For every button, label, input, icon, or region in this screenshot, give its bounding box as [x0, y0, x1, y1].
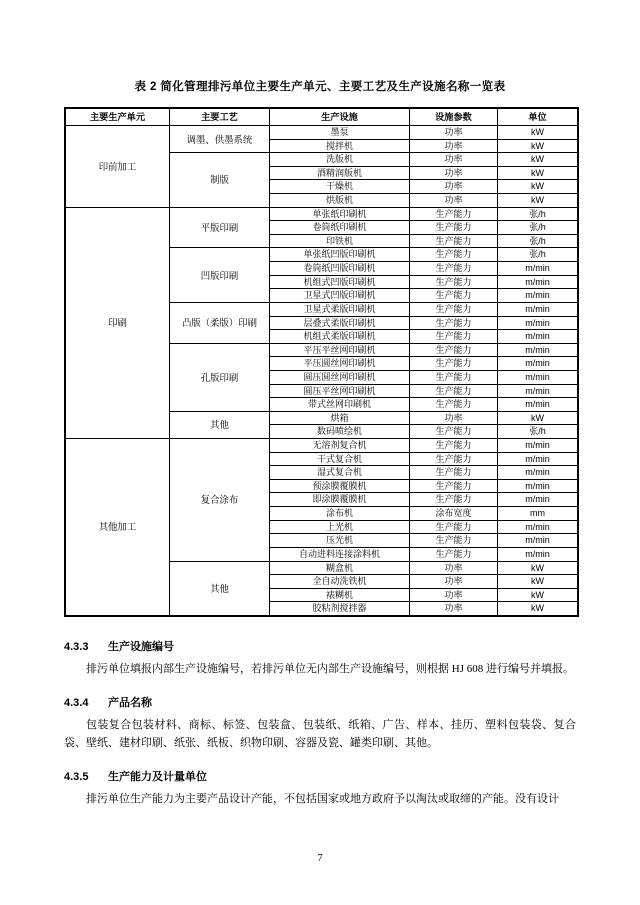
cell-facility: 平压圆丝网印刷机	[270, 357, 410, 371]
cell-parameter: 功率	[410, 153, 498, 167]
cell-parameter: 功率	[410, 411, 498, 425]
cell-facility: 圆压圆丝网印刷机	[270, 370, 410, 384]
cell-parameter: 生产能力	[410, 534, 498, 548]
production-facility-table	[65, 108, 578, 616]
cell-unit: m/min	[498, 316, 578, 330]
cell-parameter: 功率	[410, 575, 498, 589]
cell-facility: 压光机	[270, 534, 410, 548]
cell-facility: 糊盒机	[270, 561, 410, 575]
col-header-param: 设施参数	[410, 109, 498, 126]
cell-unit: kW	[498, 588, 578, 602]
cell-facility: 无溶剂复合机	[270, 439, 410, 453]
cell-unit: mm	[498, 507, 578, 521]
cell-unit: m/min	[498, 275, 578, 289]
cell-unit: m/min	[498, 357, 578, 371]
cell-parameter: 生产能力	[410, 425, 498, 439]
cell-facility: 干燥机	[270, 180, 410, 194]
cell-parameter: 生产能力	[410, 520, 498, 534]
cell-unit: 张/h	[498, 221, 578, 235]
cell-parameter: 功率	[410, 126, 498, 140]
cell-unit: m/min	[498, 384, 578, 398]
col-header-unit: 主要生产单元	[66, 109, 170, 126]
section-number: 4.3.4	[64, 697, 89, 710]
cell-process: 其他	[170, 411, 270, 438]
section-heading	[64, 694, 576, 710]
cell-unit: kW	[498, 561, 578, 575]
section-body: 包装复合包装材料、商标、标签、包装盒、包装纸、纸箱、广告、样本、挂历、塑料包装袋、复合袋、壁纸、建材印刷、纸张、纸板、织物印刷、容器及瓷、罐类印刷、其他。	[64, 719, 576, 750]
cell-parameter: 生产能力	[410, 221, 498, 235]
cell-unit: 张/h	[498, 207, 578, 221]
cell-unit: m/min	[498, 439, 578, 453]
cell-production-unit: 印刷	[66, 207, 170, 438]
cell-facility: 卷筒纸印刷机	[270, 221, 410, 235]
cell-facility: 涂布机	[270, 507, 410, 521]
cell-facility: 机组式凹版印刷机	[270, 275, 410, 289]
cell-parameter: 功率	[410, 602, 498, 616]
cell-facility: 酒精润版机	[270, 166, 410, 180]
cell-facility: 带式丝网印刷机	[270, 398, 410, 412]
cell-parameter: 生产能力	[410, 357, 498, 371]
cell-process: 调墨、供墨系统	[170, 126, 270, 153]
cell-unit: m/min	[498, 493, 578, 507]
cell-unit: m/min	[498, 547, 578, 561]
cell-unit: kW	[498, 411, 578, 425]
cell-unit: 张/h	[498, 248, 578, 262]
section-body: 排污单位生产能力为主要产品设计产能，不包括国家或地方政府予以淘汰或取缔的产能。没有设计	[86, 793, 559, 806]
section-heading	[64, 768, 576, 784]
cell-unit: kW	[498, 180, 578, 194]
cell-facility: 层叠式柔版印刷机	[270, 316, 410, 330]
cell-process: 凸版（柔版）印刷	[170, 302, 270, 343]
section-number: 4.3.5	[64, 771, 89, 784]
section-heading	[64, 638, 576, 654]
cell-parameter: 生产能力	[410, 547, 498, 561]
section-title: 生产能力及计量单位	[108, 771, 207, 784]
cell-parameter: 生产能力	[410, 479, 498, 493]
cell-unit: m/min	[498, 343, 578, 357]
cell-unit: m/min	[498, 452, 578, 466]
cell-parameter: 生产能力	[410, 493, 498, 507]
cell-parameter: 生产能力	[410, 302, 498, 316]
cell-parameter: 生产能力	[410, 316, 498, 330]
cell-unit: m/min	[498, 479, 578, 493]
cell-facility: 机组式柔版印刷机	[270, 330, 410, 344]
cell-parameter: 生产能力	[410, 330, 498, 344]
col-header-unit-measure: 单位	[498, 109, 578, 126]
cell-unit: m/min	[498, 262, 578, 276]
cell-unit: m/min	[498, 302, 578, 316]
cell-facility: 自动进料连接涂料机	[270, 547, 410, 561]
cell-unit: m/min	[498, 520, 578, 534]
cell-parameter: 功率	[410, 194, 498, 208]
cell-parameter: 生产能力	[410, 452, 498, 466]
cell-parameter: 生产能力	[410, 262, 498, 276]
cell-unit: m/min	[498, 466, 578, 480]
cell-unit: kW	[498, 575, 578, 589]
cell-process: 孔版印刷	[170, 343, 270, 411]
cell-parameter: 生产能力	[410, 439, 498, 453]
table-header-row	[66, 109, 578, 126]
cell-facility: 印铁机	[270, 234, 410, 248]
cell-facility: 搅拌机	[270, 139, 410, 153]
cell-parameter: 生产能力	[410, 289, 498, 303]
cell-facility: 全自动洗铁机	[270, 575, 410, 589]
cell-unit: kW	[498, 139, 578, 153]
cell-unit: m/min	[498, 398, 578, 412]
col-header-facility: 生产设施	[270, 109, 410, 126]
cell-unit: m/min	[498, 330, 578, 344]
cell-parameter: 生产能力	[410, 384, 498, 398]
cell-process: 其他	[170, 561, 270, 615]
cell-parameter: 生产能力	[410, 207, 498, 221]
table-row	[66, 207, 578, 221]
cell-unit: m/min	[498, 534, 578, 548]
cell-parameter: 生产能力	[410, 370, 498, 384]
cell-production-unit: 其他加工	[66, 439, 170, 616]
cell-parameter: 生产能力	[410, 398, 498, 412]
table-body	[66, 126, 578, 616]
cell-facility: 数码喷绘机	[270, 425, 410, 439]
cell-unit: m/min	[498, 370, 578, 384]
section-4-3-5	[64, 768, 576, 808]
spec-table-wrapper	[64, 107, 579, 617]
cell-facility: 即涂膜覆膜机	[270, 493, 410, 507]
table-caption: 表 2 简化管理排污单位主要生产单元、主要工艺及生产设施名称一览表	[134, 81, 506, 93]
col-header-process: 主要工艺	[170, 109, 270, 126]
section-title: 生产设施编号	[108, 640, 174, 653]
cell-unit: 张/h	[498, 425, 578, 439]
section-4-3-3	[64, 638, 576, 678]
table-row	[66, 126, 578, 140]
cell-facility: 上光机	[270, 520, 410, 534]
cell-parameter: 涂布宽度	[410, 507, 498, 521]
table-header	[66, 109, 578, 126]
page-content	[64, 78, 576, 809]
section-number: 4.3.3	[64, 640, 89, 653]
cell-production-unit: 印前加工	[66, 126, 170, 208]
cell-facility: 单张纸凹版印刷机	[270, 248, 410, 262]
cell-facility: 卫星式凹版印刷机	[270, 289, 410, 303]
section-4-3-4	[64, 694, 576, 752]
cell-unit: kW	[498, 194, 578, 208]
cell-parameter: 生产能力	[410, 466, 498, 480]
cell-unit: 张/h	[498, 234, 578, 248]
cell-unit: kW	[498, 126, 578, 140]
cell-process: 平版印刷	[170, 207, 270, 248]
cell-parameter: 功率	[410, 139, 498, 153]
cell-parameter: 功率	[410, 561, 498, 575]
table-row	[66, 439, 578, 453]
cell-facility: 预涂膜覆膜机	[270, 479, 410, 493]
cell-facility: 干式复合机	[270, 452, 410, 466]
cell-unit: kW	[498, 153, 578, 167]
cell-facility: 烘箱	[270, 411, 410, 425]
cell-facility: 洗版机	[270, 153, 410, 167]
cell-facility: 单张纸印刷机	[270, 207, 410, 221]
section-title: 产品名称	[108, 697, 152, 710]
cell-unit: m/min	[498, 289, 578, 303]
cell-parameter: 生产能力	[410, 275, 498, 289]
cell-facility: 裱糊机	[270, 588, 410, 602]
cell-facility: 墨泵	[270, 126, 410, 140]
cell-unit: kW	[498, 602, 578, 616]
section-body: 排污单位填报内部生产设施编号，若排污单位无内部生产设施编号，则根据 HJ 608 进行编号并填报。	[86, 662, 574, 675]
cell-parameter: 生产能力	[410, 248, 498, 262]
cell-facility: 湿式复合机	[270, 466, 410, 480]
cell-process: 凹版印刷	[170, 248, 270, 302]
cell-facility: 胶粘剂搅拌器	[270, 602, 410, 616]
cell-parameter: 功率	[410, 180, 498, 194]
cell-parameter: 生产能力	[410, 343, 498, 357]
cell-process: 制版	[170, 153, 270, 207]
cell-facility: 烘版机	[270, 194, 410, 208]
cell-facility: 卫星式柔版印刷机	[270, 302, 410, 316]
cell-parameter: 功率	[410, 166, 498, 180]
cell-process: 复合涂布	[170, 439, 270, 561]
page-number: 7	[317, 853, 323, 864]
cell-unit: kW	[498, 166, 578, 180]
cell-facility: 卷筒纸凹版印刷机	[270, 262, 410, 276]
cell-facility: 平压平丝网印刷机	[270, 343, 410, 357]
cell-parameter: 功率	[410, 588, 498, 602]
cell-parameter: 生产能力	[410, 234, 498, 248]
cell-facility: 圆压平丝网印刷机	[270, 384, 410, 398]
